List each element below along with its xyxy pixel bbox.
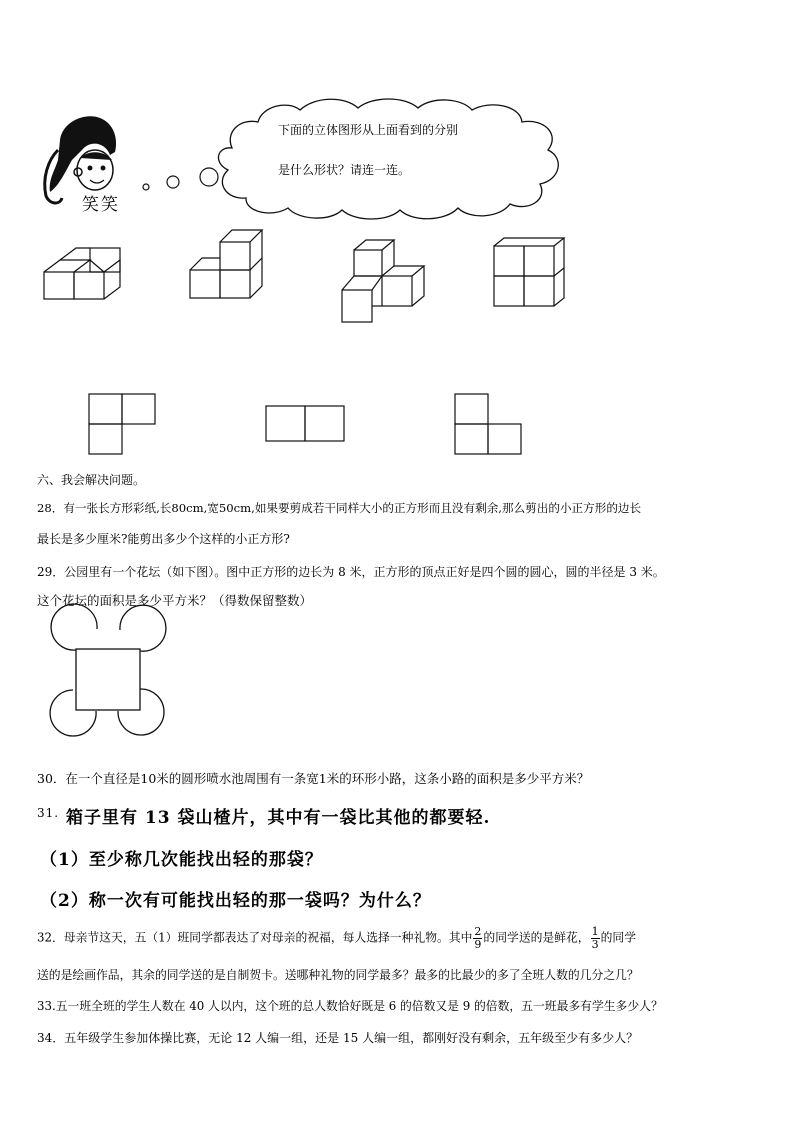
bubble-text-line2: 是什么形状？请连一连。 xyxy=(278,163,411,177)
q33-line1: 33.五一班全班的学生人数在 40 人以内，这个班的总人数恰好既是 6 的倍数又是 9 的倍数，五一班最多有学生多少人？ xyxy=(37,999,663,1013)
q30-line1: 30．在一个直径是10米的圆形喷水池周围有一条宽1米的环形小路，这条小路的面积是多少平方米？ xyxy=(37,771,590,786)
q28-line2: 最长是多少厘米?能剪出多少个这样的小正方形? xyxy=(37,532,290,546)
q34-line1: 34．五年级学生参加体操比赛，无论 12 人编一组，还是 15 人编一组，都刚好没有剩余，五年级至少有多少人？ xyxy=(37,1031,639,1045)
q32-text-part2: 的同学送的是鲜花， xyxy=(483,930,590,945)
q31-line3: （2）称一次有可能找出轻的那一袋吗？为什么？ xyxy=(40,891,431,911)
q31-line2: （1）至少称几次能找出轻的那袋？ xyxy=(40,850,323,870)
q32-line2: 送的是绘画作品，其余的同学送的是自制贺卡。送哪种礼物的同学最多？最多的比最少的多了全班人数的几分之几？ xyxy=(37,968,639,982)
q31-number: 31. xyxy=(37,806,60,820)
q32-text-part3: 的同学 xyxy=(600,930,637,945)
fraction-one-third: $\frac{1}{3}$ xyxy=(591,925,599,951)
q29-line2: 这个花坛的面积是多少平方米？（得数保留整数） xyxy=(37,593,313,608)
q31-line1: 箱子里有 13 袋山楂片，其中有一袋比其他的都要轻. xyxy=(66,808,491,828)
q28-line1: 28．有一张长方形彩纸,长80cm,宽50cm,如果要剪成若干同样大小的正方形而且没有剩余,那么剪出的小正方形的边长 xyxy=(37,501,642,515)
section-title: 六、我会解决问题。 xyxy=(37,473,146,487)
bubble-text-line1: 下面的立体图形从上面看到的分别 xyxy=(278,123,459,137)
q32-text-part1: 32．母亲节这天，五（1）班同学都表达了对母亲的祝福，每人选择一种礼物。其中 xyxy=(37,930,473,945)
q32-line1 xyxy=(37,926,636,951)
fraction-two-ninths: $\frac{2}{9}$ xyxy=(474,925,482,951)
character-name: 笑笑 xyxy=(82,195,120,215)
q29-line1: 29．公园里有一个花坛（如下图）。图中正方形的边长为 8 米，正方形的顶点正好是四个圆的圆心，圆的半径是 3 米。 xyxy=(37,565,665,579)
